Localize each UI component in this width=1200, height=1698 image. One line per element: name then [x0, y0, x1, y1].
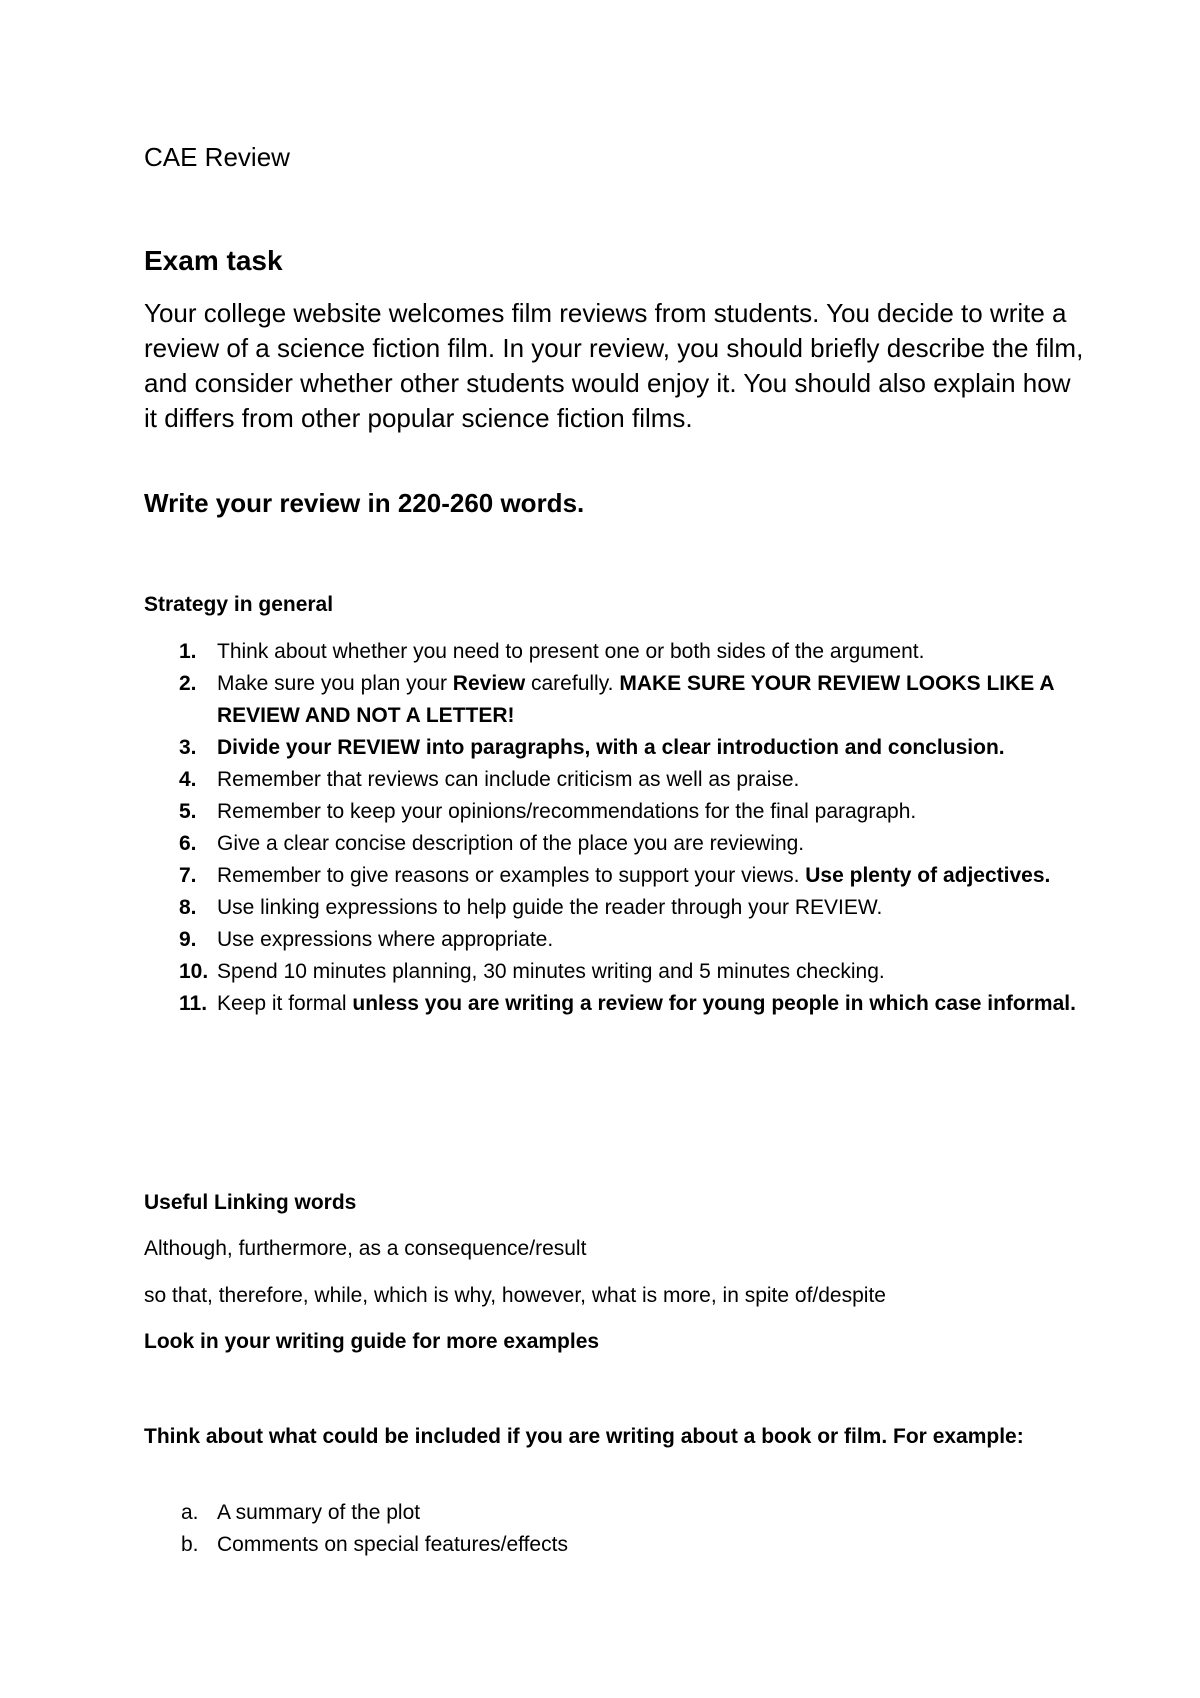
- strategy-item-text: Keep it formal: [217, 992, 353, 1015]
- strategy-heading: Strategy in general: [144, 593, 334, 616]
- strategy-item-text: Make sure you plan your: [217, 672, 453, 695]
- strategy-item-text: unless you are writing a review for young people in which case informal.: [352, 992, 1076, 1015]
- book-film-example-letter: a.: [181, 1501, 199, 1524]
- strategy-item: [144, 892, 1084, 924]
- strategy-item: [144, 668, 1084, 732]
- strategy-item-text: Divide your REVIEW into paragraphs, with a clear introduction and conclusion.: [217, 736, 1005, 759]
- strategy-item-number: 1.: [179, 640, 197, 663]
- strategy-item: [144, 636, 1084, 668]
- strategy-item-number: 6.: [179, 832, 197, 855]
- strategy-item-text: MAKE SURE YOUR REVIEW LOOKS LIKE A REVIEW AND NOT A LETTER!: [217, 672, 1054, 727]
- strategy-item-number: 2.: [179, 672, 197, 695]
- book-film-example-item: [144, 1529, 1084, 1561]
- strategy-item: [144, 796, 1084, 828]
- strategy-list: [144, 636, 1084, 1020]
- strategy-item: [144, 924, 1084, 956]
- strategy-item-number: 3.: [179, 736, 197, 759]
- book-film-prompt: Think about what could be included if you are writing about a book or film. For example:: [144, 1425, 1024, 1448]
- strategy-item-text: Use plenty of adjectives.: [805, 864, 1051, 887]
- linking-words-line-1: Although, furthermore, as a consequence/result: [144, 1237, 587, 1260]
- linking-words-heading: Useful Linking words: [144, 1191, 357, 1214]
- strategy-item: [144, 732, 1084, 764]
- book-film-example-list: [144, 1497, 1084, 1561]
- exam-task-description: Your college website welcomes film reviews from students. You decide to write a review of a science fiction film. In your review, you should briefly describe the film, and consider whether other students would enjoy it. You should also explain how it differs from other popular science fiction films.: [144, 298, 1084, 433]
- strategy-item-text: Remember that reviews can include criticism as well as praise.: [217, 768, 800, 791]
- strategy-item-number: 7.: [179, 864, 197, 887]
- strategy-item-text: Think about whether you need to present one or both sides of the argument.: [217, 640, 925, 663]
- linking-words-line-2: so that, therefore, while, which is why, however, what is more, in spite of/despite: [144, 1284, 886, 1307]
- strategy-item-number: 10.: [179, 960, 209, 983]
- writing-guide-note: Look in your writing guide for more examples: [144, 1330, 600, 1353]
- word-count-instruction: Write your review in 220-260 words.: [144, 488, 585, 518]
- strategy-item: [144, 860, 1084, 892]
- strategy-item: [144, 828, 1084, 860]
- strategy-item-number: 9.: [179, 928, 197, 951]
- strategy-item-text: carefully.: [525, 672, 620, 695]
- book-film-example-item: [144, 1497, 1084, 1529]
- strategy-item-text: Remember to give reasons or examples to support your views.: [217, 864, 806, 887]
- strategy-item-text: Give a clear concise description of the place you are reviewing.: [217, 832, 805, 855]
- book-film-example-letter: b.: [181, 1533, 199, 1556]
- strategy-item-number: 5.: [179, 800, 197, 823]
- strategy-item: [144, 988, 1084, 1020]
- book-film-example-text: Comments on special features/effects: [217, 1533, 568, 1556]
- strategy-item-number: 8.: [179, 896, 197, 919]
- strategy-item: [144, 956, 1084, 988]
- strategy-item-text: Use expressions where appropriate.: [217, 928, 554, 951]
- strategy-item-number: 11.: [179, 992, 208, 1015]
- strategy-item-number: 4.: [179, 768, 197, 791]
- strategy-item-text: Remember to keep your opinions/recommendations for the final paragraph.: [217, 800, 917, 823]
- strategy-item-text: Spend 10 minutes planning, 30 minutes writing and 5 minutes checking.: [217, 960, 885, 983]
- strategy-item: [144, 764, 1084, 796]
- document-title: CAE Review: [144, 142, 290, 172]
- strategy-item-text: Use linking expressions to help guide the reader through your REVIEW.: [217, 896, 883, 919]
- book-film-example-text: A summary of the plot: [217, 1501, 421, 1524]
- strategy-item-text: Review: [452, 672, 526, 695]
- exam-task-heading: Exam task: [144, 245, 283, 276]
